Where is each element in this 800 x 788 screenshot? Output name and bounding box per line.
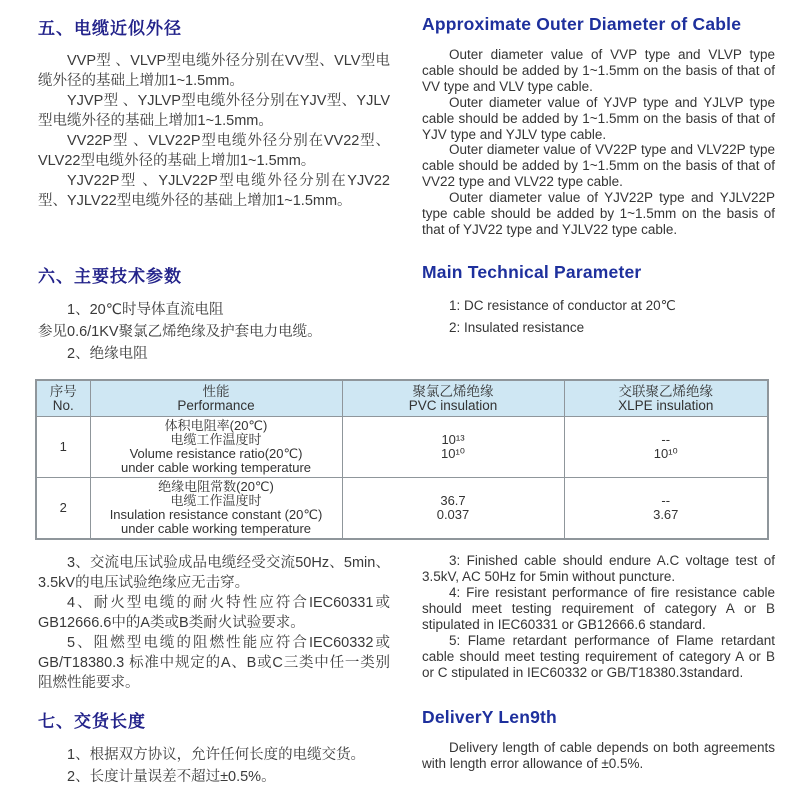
cell-performance <box>90 478 342 540</box>
header-line: Performance <box>177 397 255 413</box>
cell-no: 1 <box>36 417 90 478</box>
section-heading-en: DeliverY Len9th <box>422 707 557 728</box>
cell-xlpe-value <box>564 478 768 540</box>
text-line-zh: 2、长度计量误差不超过±0.5%。 <box>67 769 276 786</box>
paragraph-zh: YJVP型 、YJLVP型电缆外径分别在YJV型、YJLV型电缆外径的基础上增加1~1.5mm。 <box>38 93 390 129</box>
header-line: XLPE insulation <box>618 397 714 413</box>
cell-line: 体积电阻率(20℃) <box>164 418 268 434</box>
cell-line: 0.037 <box>436 507 470 523</box>
section-outer-diameter-zh <box>38 14 390 211</box>
cell-line: Insulation resistance constant (20℃) <box>109 507 323 523</box>
technical-parameter-table <box>35 379 769 541</box>
section-heading-en: Approximate Outer Diameter of Cable <box>422 14 742 34</box>
text-line-zh: 参见0.6/1KV聚氯乙烯绝缘及护套电力电缆。 <box>38 323 322 340</box>
section-heading-zh: 六、主要技术参数 <box>38 266 182 286</box>
note-en: 4: Fire resistant performance of fire resistance cable should meet testing requirement of category A or B stipulated in IEC60331 or GB12666.6 standard. <box>422 585 775 632</box>
column-header-performance <box>90 380 342 417</box>
note-zh: 4、耐火型电缆的耐火特性应符合IEC60331或GB12666.6中的A类或B类耐火试验要求。 <box>38 595 390 632</box>
section-delivery-length-en <box>422 707 775 772</box>
paragraph-zh: YJV22P型 、YJLV22P型电缆外径分别在YJV22型、YJLV22型电缆外径的基础上增加1~1.5mm。 <box>38 173 390 209</box>
section-outer-diameter-en <box>422 14 775 238</box>
paragraph-en: Outer diameter value of YJVP type and YJLVP type cable should be added by 1~1.5mm on the basis of that of YJV type and YJLV type cable. <box>422 94 775 142</box>
cell-line: -- <box>661 493 671 509</box>
cell-pvc-value <box>342 478 564 540</box>
header-line: 聚氯乙烯绝缘 <box>412 383 494 399</box>
text-line-en: 1: DC resistance of conductor at 20℃ <box>449 297 676 313</box>
paragraph-zh: VVP型 、VLVP型电缆外径分别在VV型、VLV型电缆外径的基础上增加1~1.5mm。 <box>38 53 390 89</box>
section-heading-en: Main Technical Parameter <box>422 261 642 282</box>
section-heading-zh: 五、电缆近似外径 <box>38 19 182 38</box>
table-row <box>36 478 768 540</box>
test-notes-zh <box>38 553 390 693</box>
paragraph-en: Delivery length of cable depends on both agreements with length error allowance of ±0.5%. <box>422 740 775 772</box>
cell-line: under cable working temperature <box>120 460 312 476</box>
note-zh: 5、阻燃型电缆的阻燃性能应符合IEC60332或GB/T18380.3 标准中规定的A、B或C三类中任一类别阻燃性能要求。 <box>38 635 390 692</box>
text-line-zh: 1、根据双方协议，允许任何长度的电缆交货。 <box>67 747 366 764</box>
section-technical-parameter-zh <box>38 262 390 365</box>
cell-line: 绝缘电阻常数(20℃) <box>158 479 274 495</box>
header-line: No. <box>52 397 74 413</box>
test-notes <box>0 553 800 693</box>
cell-xlpe-value <box>564 417 768 478</box>
paragraph-en: Outer diameter value of VV22P type and VLV22P type cable should be added by 1~1.5mm on the basis of that of VV22 type and VLV22 type cable. <box>422 142 775 190</box>
cell-performance <box>90 417 342 478</box>
paragraph-en: Outer diameter value of VVP type and VLVP type cable should be added by 1~1.5mm on the basis of that of VV type and VLV type cable. <box>422 47 775 94</box>
test-notes-en <box>422 553 775 680</box>
column-header-no <box>36 380 90 417</box>
section-technical-parameter <box>0 262 800 365</box>
header-line: 性能 <box>202 383 230 399</box>
paragraph-en: Outer diameter value of YJV22P type and YJLV22P type cable should be added by 1~1.5mm on the basis of that of YJV22 type and YJLV22 type cable. <box>422 190 775 237</box>
note-en: 5: Flame retardant performance of Flame retardant cable should meet testing requirement of category A or B or C stipulated in IEC60332 or GB/T18380.3standard. <box>422 632 775 680</box>
cell-line: 电缆工作温度时 <box>170 493 262 509</box>
column-header-pvc <box>342 380 564 417</box>
cell-line: Volume resistance ratio(20℃) <box>129 446 303 462</box>
table-row <box>36 417 768 478</box>
cell-pvc-value <box>342 417 564 478</box>
table-header <box>36 380 768 417</box>
section-delivery-length <box>0 707 800 788</box>
cell-line: 3.67 <box>653 507 679 523</box>
text-line-zh: 1、20℃时导体直流电阻 <box>67 301 224 318</box>
header-line: PVC insulation <box>408 397 498 413</box>
text-line-en: 2: Insulated resistance <box>449 319 585 335</box>
header-line: 交联聚乙烯绝缘 <box>618 383 713 399</box>
section-outer-diameter <box>0 0 800 238</box>
section-technical-parameter-en <box>422 262 775 339</box>
cell-line: -- <box>661 432 671 448</box>
cell-line: 10¹⁰ <box>653 446 678 462</box>
note-en: 3: Finished cable should endure A.C voltage test of 3.5kV, AC 50Hz for 5min without puncture. <box>422 553 775 585</box>
section-heading-zh: 七、交货长度 <box>38 712 146 732</box>
header-line: 序号 <box>49 383 77 399</box>
cell-no: 2 <box>36 478 90 540</box>
paragraph-zh: VV22P型 、VLV22P型电缆外径分别在VV22型、VLV22型电缆外径的基础上增加1~1.5mm。 <box>38 133 390 169</box>
cell-line: 10¹⁰ <box>440 446 465 462</box>
cell-line: 36.7 <box>440 493 466 509</box>
cell-line: 电缆工作温度时 <box>170 432 262 448</box>
cell-line: 10¹³ <box>441 432 465 448</box>
section-delivery-length-zh <box>38 707 390 788</box>
cell-line: under cable working temperature <box>120 521 312 537</box>
text-line-zh: 2、绝缘电阻 <box>67 345 148 362</box>
note-zh: 3、交流电压试验成品电缆经受交流50Hz、5min、3.5kV的电压试验绝缘应无击穿。 <box>38 555 390 592</box>
column-header-xlpe <box>564 380 768 417</box>
